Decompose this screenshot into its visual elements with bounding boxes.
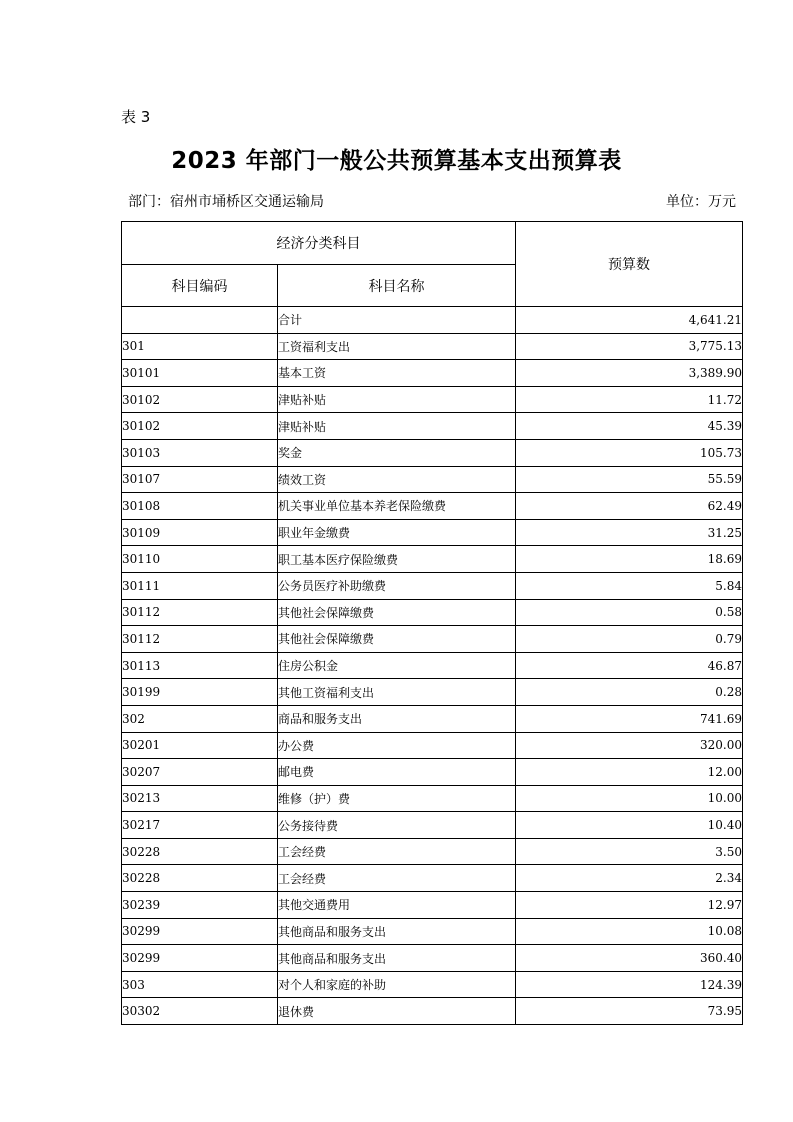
header-budget-amount: 预算数: [516, 222, 743, 307]
subject-name-cell: 津贴补贴: [278, 386, 516, 413]
subject-code-cell: 30302: [122, 998, 278, 1025]
subject-code-cell: 30217: [122, 812, 278, 839]
budget-amount-cell: 3,775.13: [516, 333, 743, 360]
table-row: [122, 413, 743, 440]
budget-amount-cell: 3,389.90: [516, 360, 743, 387]
table-row: [122, 679, 743, 706]
budget-amount-cell: 46.87: [516, 652, 743, 679]
subject-name-cell: 住房公积金: [278, 652, 516, 679]
header-economic-category: 经济分类科目: [122, 222, 516, 265]
subject-code-cell: 30207: [122, 759, 278, 786]
subject-code-cell: 30108: [122, 493, 278, 520]
subject-code-cell: 30103: [122, 439, 278, 466]
table-row: [122, 519, 743, 546]
subject-code-cell: 30228: [122, 865, 278, 892]
table-row: [122, 493, 743, 520]
budget-amount-cell: 5.84: [516, 572, 743, 599]
subject-code-cell: 30112: [122, 599, 278, 626]
table-header: [122, 222, 743, 307]
table-row: [122, 812, 743, 839]
subject-name-cell: 绩效工资: [278, 466, 516, 493]
subject-code-cell: 30112: [122, 626, 278, 653]
document-title: 2023 年部门一般公共预算基本支出预算表: [171, 148, 622, 174]
table-row: [122, 626, 743, 653]
subject-code-cell: 30199: [122, 679, 278, 706]
budget-amount-cell: 62.49: [516, 493, 743, 520]
subject-name-cell: 职工基本医疗保险缴费: [278, 546, 516, 573]
table-row: [122, 865, 743, 892]
budget-amount-cell: 45.39: [516, 413, 743, 440]
budget-amount-cell: 2.34: [516, 865, 743, 892]
table-row: [122, 918, 743, 945]
budget-amount-cell: 10.40: [516, 812, 743, 839]
subject-code-cell: 302: [122, 705, 278, 732]
table-row: [122, 945, 743, 972]
subject-name-cell: 商品和服务支出: [278, 705, 516, 732]
table-row: [122, 333, 743, 360]
subject-code-cell: 30111: [122, 572, 278, 599]
header-subject-code: 科目编码: [122, 265, 278, 307]
budget-amount-cell: 55.59: [516, 466, 743, 493]
subject-name-cell: 工会经费: [278, 865, 516, 892]
subject-name-cell: 合计: [278, 307, 516, 334]
subject-name-cell: 公务员医疗补助缴费: [278, 572, 516, 599]
subject-name-cell: 其他社会保障缴费: [278, 626, 516, 653]
subject-code-cell: 30110: [122, 546, 278, 573]
subject-name-cell: 公务接待费: [278, 812, 516, 839]
table-row: [122, 599, 743, 626]
subject-name-cell: 其他工资福利支出: [278, 679, 516, 706]
budget-amount-cell: 31.25: [516, 519, 743, 546]
subject-name-cell: 机关事业单位基本养老保险缴费: [278, 493, 516, 520]
budget-amount-cell: 12.97: [516, 892, 743, 919]
table-row: [122, 466, 743, 493]
subject-code-cell: 30299: [122, 945, 278, 972]
subject-code-cell: 30101: [122, 360, 278, 387]
subject-name-cell: 职业年金缴费: [278, 519, 516, 546]
subject-code-cell: 30109: [122, 519, 278, 546]
budget-amount-cell: 0.28: [516, 679, 743, 706]
table-row: [122, 386, 743, 413]
table-row: [122, 892, 743, 919]
subject-code-cell: 30239: [122, 892, 278, 919]
subject-name-cell: 其他交通费用: [278, 892, 516, 919]
subject-name-cell: 其他社会保障缴费: [278, 599, 516, 626]
table-label: 表 3: [121, 108, 151, 126]
budget-amount-cell: 0.58: [516, 599, 743, 626]
table-row: [122, 439, 743, 466]
subject-name-cell: 办公费: [278, 732, 516, 759]
budget-amount-cell: 124.39: [516, 971, 743, 998]
department-label: 部门：宿州市埇桥区交通运输局: [128, 194, 324, 210]
budget-amount-cell: 18.69: [516, 546, 743, 573]
subject-name-cell: 工会经费: [278, 838, 516, 865]
subject-code-cell: [122, 307, 278, 334]
budget-amount-cell: 741.69: [516, 705, 743, 732]
subject-name-cell: 奖金: [278, 439, 516, 466]
budget-amount-cell: 4,641.21: [516, 307, 743, 334]
subject-code-cell: 30201: [122, 732, 278, 759]
table-row: [122, 785, 743, 812]
budget-amount-cell: 3.50: [516, 838, 743, 865]
subject-code-cell: 30102: [122, 413, 278, 440]
table-row: [122, 572, 743, 599]
subject-name-cell: 其他商品和服务支出: [278, 945, 516, 972]
subject-name-cell: 维修（护）费: [278, 785, 516, 812]
budget-amount-cell: 11.72: [516, 386, 743, 413]
table-row: [122, 546, 743, 573]
subject-name-cell: 邮电费: [278, 759, 516, 786]
subject-name-cell: 其他商品和服务支出: [278, 918, 516, 945]
subject-code-cell: 303: [122, 971, 278, 998]
subject-code-cell: 30228: [122, 838, 278, 865]
budget-amount-cell: 73.95: [516, 998, 743, 1025]
table-row: [122, 838, 743, 865]
table-row: [122, 759, 743, 786]
subject-name-cell: 退休费: [278, 998, 516, 1025]
table-row: [122, 732, 743, 759]
budget-table: [121, 221, 743, 1025]
subject-code-cell: 30113: [122, 652, 278, 679]
budget-amount-cell: 12.00: [516, 759, 743, 786]
table-body: [122, 307, 743, 1025]
subject-code-cell: 30299: [122, 918, 278, 945]
table-row: [122, 998, 743, 1025]
subject-code-cell: 30213: [122, 785, 278, 812]
budget-amount-cell: 10.08: [516, 918, 743, 945]
budget-amount-cell: 0.79: [516, 626, 743, 653]
subject-name-cell: 津贴补贴: [278, 413, 516, 440]
subject-name-cell: 对个人和家庭的补助: [278, 971, 516, 998]
subject-name-cell: 基本工资: [278, 360, 516, 387]
table-row: [122, 971, 743, 998]
budget-amount-cell: 105.73: [516, 439, 743, 466]
budget-amount-cell: 10.00: [516, 785, 743, 812]
table-row: [122, 360, 743, 387]
unit-label: 单位：万元: [666, 194, 736, 210]
subject-code-cell: 30107: [122, 466, 278, 493]
header-subject-name: 科目名称: [278, 265, 516, 307]
subject-code-cell: 30102: [122, 386, 278, 413]
table-row: [122, 705, 743, 732]
table-row: [122, 652, 743, 679]
budget-amount-cell: 320.00: [516, 732, 743, 759]
table-row: [122, 307, 743, 334]
subject-name-cell: 工资福利支出: [278, 333, 516, 360]
subject-code-cell: 301: [122, 333, 278, 360]
budget-amount-cell: 360.40: [516, 945, 743, 972]
